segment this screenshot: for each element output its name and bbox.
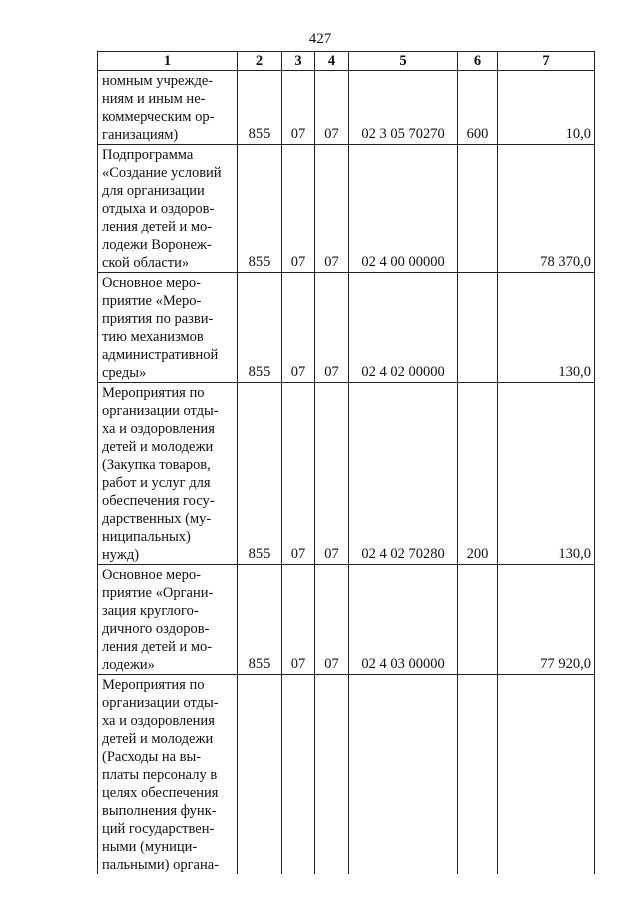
description-line: для организации [102,183,205,199]
cell-expense-type [458,675,498,875]
description-line: ными (муници- [102,839,198,855]
row-description [98,273,238,383]
description-line: выполнения функ- [102,803,217,819]
cell-amount: 10,0 [498,71,595,145]
cell-ministry-code [238,675,282,875]
header-col-6: 6 [458,52,498,71]
description-line: ганизациям) [102,127,179,143]
description-line: ления детей и мо- [102,219,213,235]
budget-table [97,51,595,874]
description-line: (Закупка товаров, [102,457,211,473]
description-line: Основное меро- [102,275,201,291]
header-col-4: 4 [315,52,349,71]
cell-target-article: 02 4 02 70280 [349,383,458,565]
table-row [98,565,595,675]
description-line: детей и молодежи [102,731,214,747]
cell-subsection: 07 [315,383,349,565]
description-line: целях обеспечения [102,785,219,801]
cell-section: 07 [282,145,315,273]
cell-section: 07 [282,71,315,145]
header-col-3: 3 [282,52,315,71]
description-line: ха и оздоровления [102,421,215,437]
description-line: дарственных (му- [102,511,212,527]
cell-subsection [315,675,349,875]
cell-amount: 77 920,0 [498,565,595,675]
cell-target-article: 02 4 03 00000 [349,565,458,675]
description-line: приятие «Меро- [102,293,202,309]
description-line: ниципальных) [102,529,191,545]
description-line: организации отды- [102,403,219,419]
cell-section: 07 [282,383,315,565]
row-description [98,145,238,273]
row-description [98,675,238,875]
description-line: зация круглого- [102,603,199,619]
description-line: Подпрограмма [102,147,194,163]
description-line: коммерческим ор- [102,109,215,125]
cell-target-article [349,675,458,875]
cell-subsection: 07 [315,565,349,675]
description-line: приятия по разви- [102,311,214,327]
row-description [98,383,238,565]
description-line: пальными) органа- [102,857,219,873]
cell-amount [498,675,595,875]
cell-ministry-code: 855 [238,71,282,145]
header-col-1: 1 [98,52,238,71]
description-line: Основное меро- [102,567,201,583]
description-line: ниям и иным не- [102,91,206,107]
description-line: работ и услуг для [102,475,211,491]
header-col-2: 2 [238,52,282,71]
description-line: ления детей и мо- [102,639,213,655]
cell-target-article: 02 3 05 70270 [349,71,458,145]
cell-expense-type: 600 [458,71,498,145]
cell-subsection: 07 [315,71,349,145]
description-line: дичного оздоров- [102,621,210,637]
cell-amount: 130,0 [498,383,595,565]
header-col-7: 7 [498,52,595,71]
cell-subsection: 07 [315,273,349,383]
description-line: номным учрежде- [102,73,214,89]
description-line: отдыха и оздоров- [102,201,215,217]
cell-expense-type [458,145,498,273]
description-line: (Расходы на вы- [102,749,202,765]
row-description [98,71,238,145]
description-line: ха и оздоровления [102,713,215,729]
cell-amount: 78 370,0 [498,145,595,273]
description-line: тию механизмов [102,329,204,345]
cell-subsection: 07 [315,145,349,273]
description-line: среды» [102,365,147,381]
cell-target-article: 02 4 00 00000 [349,145,458,273]
cell-section [282,675,315,875]
header-row [98,52,595,71]
cell-section: 07 [282,565,315,675]
description-line: нужд) [102,547,140,563]
description-line: приятие «Органи- [102,585,214,601]
description-line: ской области» [102,255,190,271]
table-row [98,273,595,383]
description-line: детей и молодежи [102,439,214,455]
cell-ministry-code: 855 [238,273,282,383]
description-line: обеспечения госу- [102,493,215,509]
table-row [98,71,595,145]
cell-ministry-code: 855 [238,383,282,565]
cell-section: 07 [282,273,315,383]
cell-target-article: 02 4 02 00000 [349,273,458,383]
row-description [98,565,238,675]
table-row [98,383,595,565]
description-line: Мероприятия по [102,385,205,401]
description-line: организации отды- [102,695,219,711]
cell-ministry-code: 855 [238,565,282,675]
table-row [98,675,595,875]
description-line: лодежи» [102,657,155,673]
cell-expense-type [458,273,498,383]
description-line: Мероприятия по [102,677,205,693]
header-col-5: 5 [349,52,458,71]
cell-expense-type: 200 [458,383,498,565]
description-line: лодежи Воронеж- [102,237,212,253]
cell-ministry-code: 855 [238,145,282,273]
description-line: ций государствен- [102,821,215,837]
page-number: 427 [308,31,332,47]
description-line: платы персоналу в [102,767,218,783]
description-line: административной [102,347,219,363]
cell-expense-type [458,565,498,675]
table-row [98,145,595,273]
description-line: «Создание условий [102,165,222,181]
cell-amount: 130,0 [498,273,595,383]
